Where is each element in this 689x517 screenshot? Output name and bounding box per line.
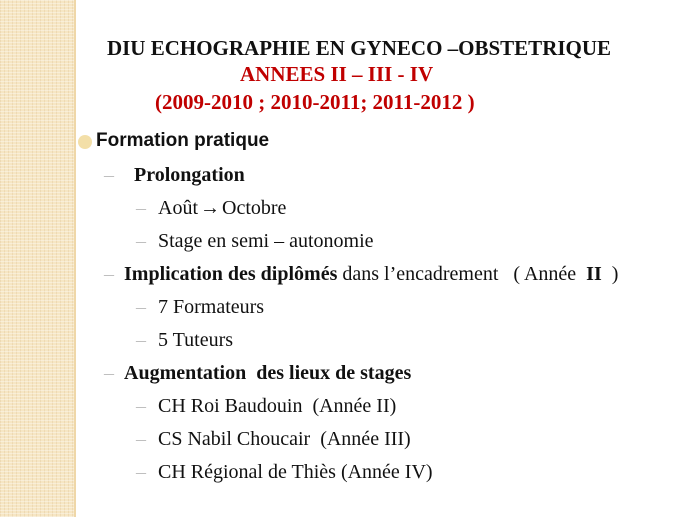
stage-text: Stage en semi – autonomie: [158, 230, 374, 252]
outline-subitem-thies: [136, 460, 433, 484]
implication-year-roman: II: [586, 263, 602, 285]
outline-item-prolongation: [104, 163, 245, 187]
outline-subitem-roi-baudouin: [136, 394, 396, 418]
implication-bold-text: Implication des diplômés: [124, 263, 338, 285]
outline-subitem-tuteurs: [136, 328, 233, 352]
round-bullet-icon: [78, 135, 92, 149]
thies-text: CH Régional de Thiès (Année IV): [158, 461, 433, 483]
slide-title: DIU ECHOGRAPHIE EN GYNECO –OBSTETRIQUE: [106, 36, 612, 60]
dash-marker: –: [136, 395, 146, 417]
dash-marker: –: [136, 461, 146, 483]
implication-rest-text: dans l’encadrement ( Année: [337, 263, 587, 285]
dash-marker: –: [104, 263, 114, 285]
outline-item-implication: [104, 262, 618, 286]
outline-subitem-aout-octobre: [136, 196, 286, 220]
aout-text: Août: [158, 197, 198, 219]
outline-subitem-nabil-choucair: [136, 427, 411, 451]
dash-marker: –: [136, 428, 146, 450]
dash-marker: –: [104, 164, 114, 186]
dash-marker: –: [136, 329, 146, 351]
octobre-text: Octobre: [222, 197, 287, 219]
implication-close-paren: ): [601, 263, 619, 285]
arrow-right-icon: →: [200, 197, 220, 219]
dash-marker: –: [104, 362, 114, 384]
slide-subtitle-periods: (2009-2010 ; 2010-2011; 2011-2012 ): [155, 90, 475, 114]
dash-marker: –: [136, 197, 146, 219]
dash-marker: –: [136, 296, 146, 318]
dash-marker: –: [136, 230, 146, 252]
outline-subitem-formateurs: [136, 295, 264, 319]
slide-subtitle-years: ANNEES II – III - IV: [240, 62, 434, 86]
augmentation-label: Augmentation des lieux de stages: [124, 362, 412, 384]
outline-item-augmentation: [104, 361, 411, 385]
roi-baudouin-text: CH Roi Baudouin (Année II): [158, 395, 397, 417]
formateurs-text: 7 Formateurs: [158, 296, 265, 318]
nabil-choucair-text: CS Nabil Choucair (Année III): [158, 428, 411, 450]
tuteurs-text: 5 Tuteurs: [158, 329, 234, 351]
prolongation-label: Prolongation: [134, 164, 245, 186]
outline-subitem-stage: [136, 229, 374, 253]
outline-item-formation-pratique: Formation pratique: [96, 130, 270, 151]
